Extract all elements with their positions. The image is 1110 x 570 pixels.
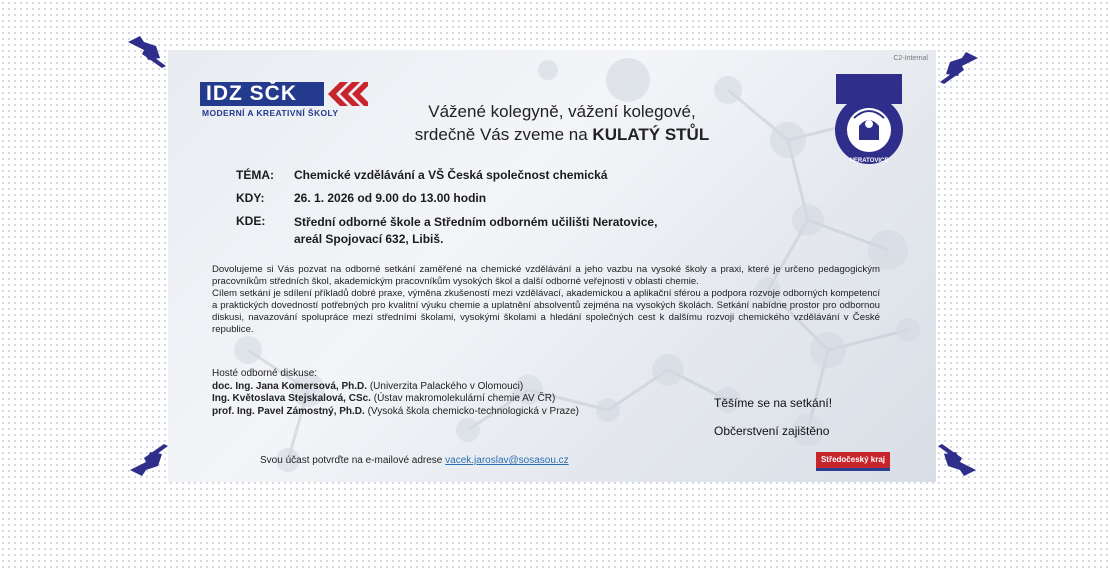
idz-sck-logo <box>200 82 365 122</box>
guest-name: Ing. Květoslava Stejskalová, CSc. <box>212 393 371 404</box>
description-paragraph-1: Dovolujeme si Vás pozvat na odborné setkání zaměřené na chemické vzdělávání a jeho vazbu na vysoké školy a praxi, které je určeno pedagogickým pracovníkům středních škol, akademickým pracovníkům vysokých škol a další odborné veřejnosti v oblasti chemie. <box>212 264 880 287</box>
rsvp-email-link[interactable]: vacek.jaroslav@sosasou.cz <box>445 455 569 466</box>
svg-text:NERATOVICE: NERATOVICE <box>849 158 889 164</box>
heading-line-1: Vážené kolegyně, vážení kolegové, <box>428 102 696 121</box>
topic-value: Chemické vzdělávání a VŠ Česká společnost chemická <box>294 168 608 182</box>
invitation-description <box>212 264 880 336</box>
heading-event-name: KULATÝ STŮL <box>592 125 710 144</box>
invitation-heading <box>382 100 742 146</box>
guest-list <box>212 368 579 418</box>
logo-main-text: IDZ SČK <box>200 82 324 106</box>
logo-subtitle: MODERNÍ A KREATIVNÍ ŠKOLY <box>202 108 339 118</box>
guest-name: doc. Ing. Jana Komersová, Ph.D. <box>212 380 368 392</box>
where-line-2: areál Spojovací 632, Libiš. <box>294 232 444 246</box>
closing-greeting: Těšíme se na setkání! <box>714 396 833 410</box>
when-value: 26. 1. 2026 od 9.00 do 13.00 hodin <box>294 191 487 205</box>
region-logo: Středočeský kraj <box>816 452 890 468</box>
description-paragraph-2: Cílem setkání je sdílení příkladů dobré praxe, výměna zkušeností mezi vzdělávací, akademickou a aplikační sférou a podpora rozvoje odborných kompetencí a praktických dovedností potřebných pro kvalitní výuku chemie a uplatnění absolventů zejména na vysokých školách. Setkání nabídne prostor pro odbornou diskusi, navazování spolupráce mezi středními školami, vysokými školami a hledání společných cest k dalšímu rozvoji chemického vzdělávání v České republice. <box>212 288 880 335</box>
guest-item <box>212 393 579 406</box>
where-line-1: Střední odborné škole a Středním odborném učilišti Neratovice, <box>294 215 658 229</box>
invitation-card <box>168 50 936 482</box>
heading-line-2 <box>382 123 742 146</box>
where-value <box>294 214 657 248</box>
chevron-logo-icon <box>326 82 368 106</box>
rsvp-line <box>260 455 569 466</box>
guest-item <box>212 381 579 394</box>
when-label: KDY: <box>236 191 265 205</box>
guest-item <box>212 406 579 419</box>
classification-label: C2-Internal <box>893 55 928 62</box>
guest-affiliation: (Vysoká škola chemicko-technologická v Praze) <box>364 405 579 417</box>
topic-label: TÉMA: <box>236 168 274 182</box>
guest-name: prof. Ing. Pavel Zámostný, Ph.D. <box>212 405 365 417</box>
closing-notes <box>714 396 832 452</box>
pushpin-icon <box>936 432 982 478</box>
refreshments-note: Občerstvení zajištěno <box>714 424 830 438</box>
rsvp-text: Svou účast potvrďte na e-mailové adrese <box>260 455 446 466</box>
guest-affiliation: (Univerzita Palackého v Olomouci) <box>367 380 524 392</box>
school-emblem-icon <box>834 74 904 169</box>
heading-prefix: srdečně Vás zveme na <box>414 125 593 144</box>
pushpin-icon <box>938 50 984 96</box>
pushpin-icon <box>122 34 168 80</box>
where-label: KDE: <box>236 214 266 228</box>
guest-list-title: Hosté odborné diskuse: <box>212 368 318 379</box>
guest-affiliation: (Ústav makromolekulární chemie AV ČR) <box>370 393 556 404</box>
pushpin-icon <box>124 432 170 478</box>
